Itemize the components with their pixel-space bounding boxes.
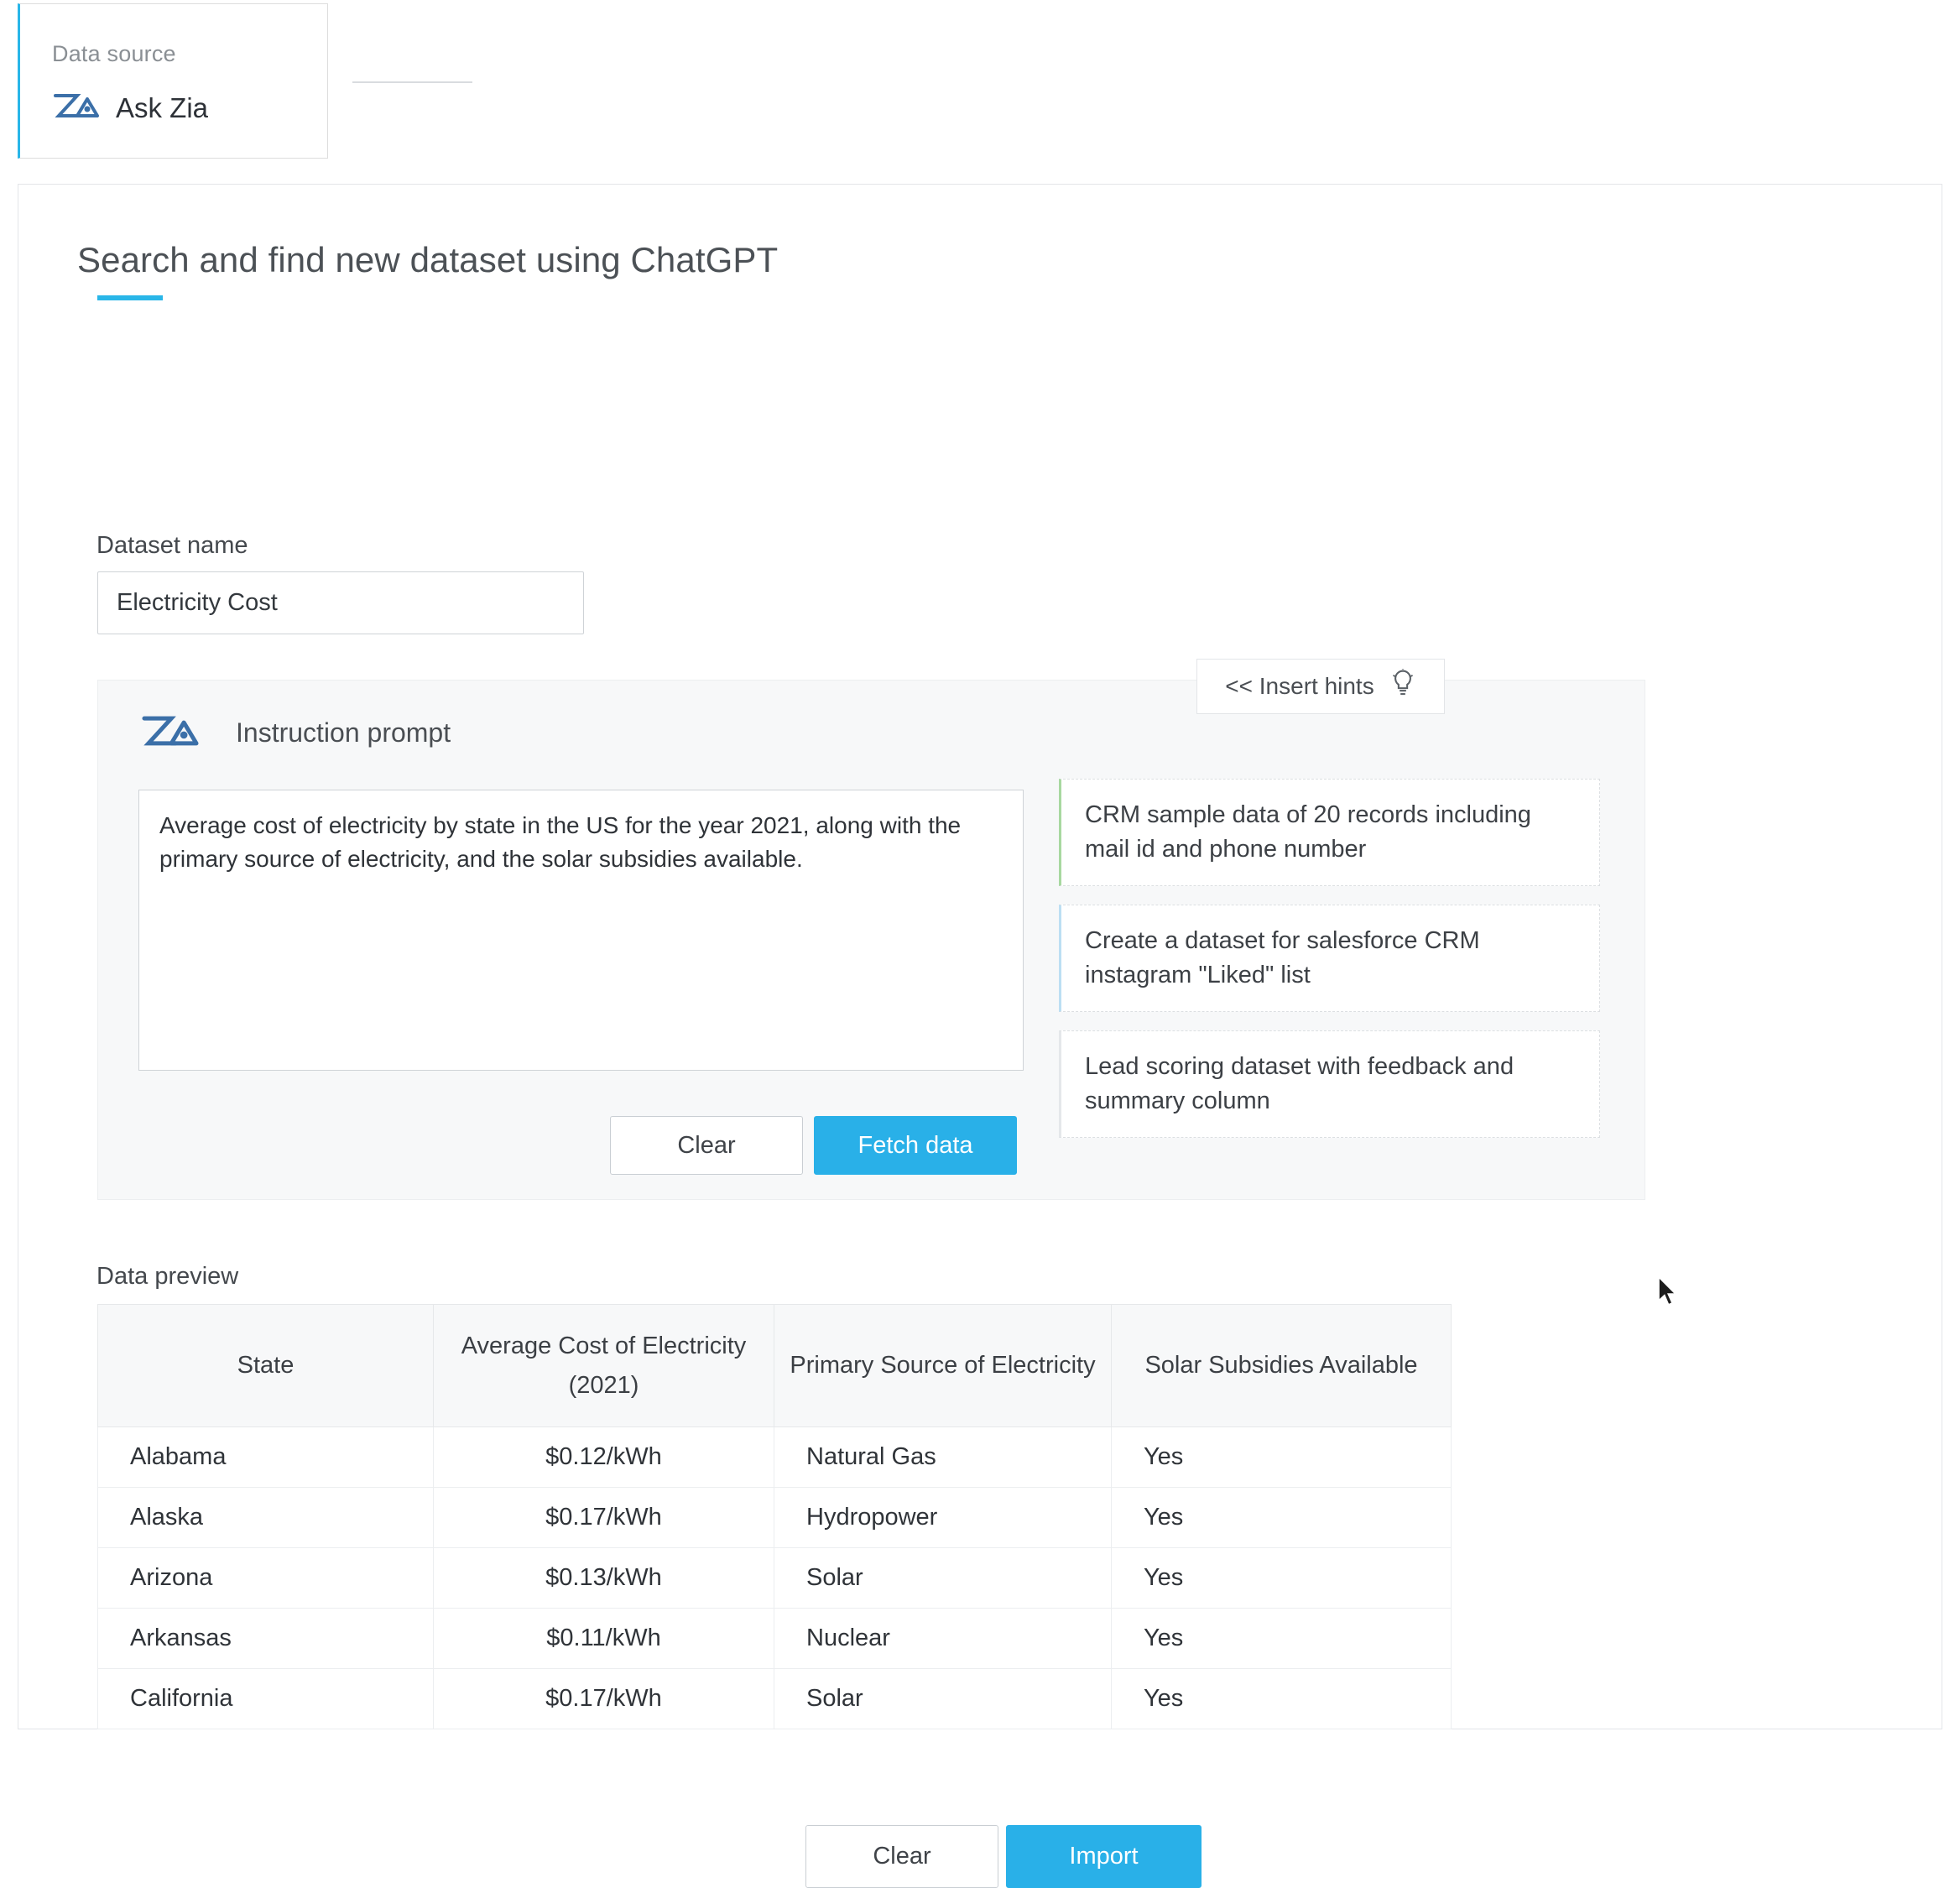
table-row [98,1488,1452,1548]
cell-subsidy: Yes [1112,1548,1452,1609]
table-row [98,1609,1452,1669]
zia-logo-icon [140,710,201,756]
cell-cost: $0.12/kWh [434,1427,774,1488]
cell-source: Solar [774,1548,1112,1609]
instruction-prompt-input[interactable] [138,790,1024,1071]
table-row [98,1427,1452,1488]
tab-divider [352,81,472,83]
cell-subsidy: Yes [1112,1609,1452,1669]
table-row [98,1669,1452,1729]
instruction-prompt-header [140,710,451,756]
cell-subsidy: Yes [1112,1488,1452,1548]
data-preview-label: Data preview [96,1263,239,1290]
clear-button[interactable]: Clear [805,1825,998,1888]
dataset-name-input[interactable] [97,571,584,634]
cell-state: California [98,1669,434,1729]
cell-cost: $0.11/kWh [434,1609,774,1669]
instruction-prompt-label: Instruction prompt [236,717,451,748]
main-panel [18,184,1942,1870]
insert-hints-toggle[interactable] [1196,659,1445,714]
cell-subsidy: Yes [1112,1669,1452,1729]
column-header-average-cost: Average Cost of Electricity (2021) [434,1305,774,1427]
cell-source: Solar [774,1669,1112,1729]
cell-state: Alaska [98,1488,434,1548]
insert-hints-label: << Insert hints [1225,673,1374,699]
lightbulb-icon [1389,669,1416,705]
cell-state: Arkansas [98,1609,434,1669]
page-title: Search and find new dataset using ChatGPT [77,240,779,279]
cell-cost: $0.17/kWh [434,1669,774,1729]
cell-source: Hydropower [774,1488,1112,1548]
column-header-solar-subsidies: Solar Subsidies Available [1112,1305,1452,1427]
cell-subsidy: Yes [1112,1427,1452,1488]
title-accent-underline [97,295,163,300]
mouse-cursor [1657,1275,1679,1307]
data-source-label: Data source [52,41,176,66]
cell-state: Arizona [98,1548,434,1609]
hint-card[interactable]: Lead scoring dataset with feedback and summary column [1059,1030,1600,1138]
hint-card[interactable]: Create a dataset for salesforce CRM instagram "Liked" list [1059,905,1600,1012]
import-button[interactable]: Import [1006,1825,1202,1888]
data-source-tab[interactable] [18,3,328,159]
table-row [98,1548,1452,1609]
cell-source: Nuclear [774,1609,1112,1669]
table-header-row [98,1305,1452,1427]
hint-card[interactable]: CRM sample data of 20 records including mail id and phone number [1059,779,1600,886]
data-preview-table [97,1304,1452,1729]
clear-prompt-button[interactable]: Clear [610,1116,803,1175]
dataset-name-label: Dataset name [96,532,248,559]
cell-state: Alabama [98,1427,434,1488]
cell-cost: $0.13/kWh [434,1548,774,1609]
fetch-data-button[interactable]: Fetch data [814,1116,1017,1175]
data-source-value: Ask Zia [116,91,209,123]
zia-logo-icon [52,89,101,127]
column-header-state: State [98,1305,434,1427]
cell-cost: $0.17/kWh [434,1488,774,1548]
column-header-primary-source: Primary Source of Electricity [774,1305,1112,1427]
cell-source: Natural Gas [774,1427,1112,1488]
